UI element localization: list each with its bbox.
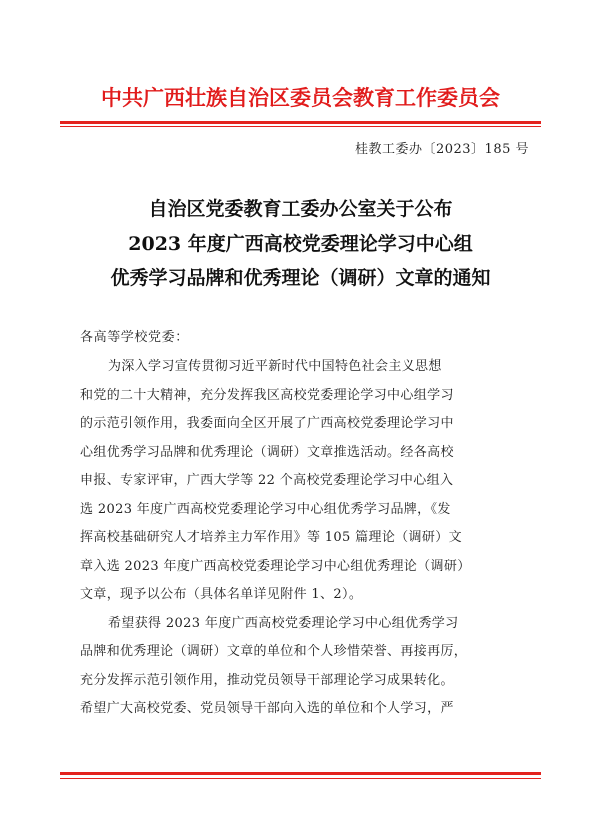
paragraph-2-line: 希望获得 2023 年度广西高校党委理论学习中心组优秀学习 bbox=[108, 616, 459, 631]
paragraph-2-line: 希望广大高校党委、党员领导干部向入选的单位和个人学习，严 bbox=[80, 701, 454, 716]
footer-rule-thin bbox=[60, 778, 541, 779]
paragraph-2-line: 充分发挥示范引领作用，推动党员领导干部理论学习成果转化。 bbox=[80, 673, 454, 688]
document-title-line-1: 自治区党委教育工委办公室关于公布 bbox=[148, 198, 453, 220]
paragraph-1-line: 章入选 2023 年度广西高校党委理论学习中心组优秀理论（调研） bbox=[80, 559, 471, 574]
paragraph-1-line: 选 2023 年度广西高校党委理论学习中心组优秀学习品牌，《发 bbox=[80, 502, 451, 517]
paragraph-1-line: 挥高校基础研究人才培养主力军作用》等 105 篇理论（调研）文 bbox=[80, 530, 462, 545]
paragraph-1-line: 申报、专家评审，广西大学等 22 个高校党委理论学习中心组入 bbox=[80, 473, 454, 488]
paragraph-1-line: 文章，现予以公布（具体名单详见附件 1、2）。 bbox=[80, 587, 363, 602]
paragraph-1-line: 心组优秀学习品牌和优秀理论（调研）文章推选活动。经各高校 bbox=[80, 445, 454, 460]
document-title-line-2: 2023 年度广西高校党委理论学习中心组 bbox=[128, 233, 473, 255]
letterhead-rule-thin bbox=[60, 126, 541, 127]
document-number: 桂教工委办〔2023〕185 号 bbox=[354, 142, 529, 157]
paragraph-1-line: 为深入学习宣传贯彻习近平新时代中国特色社会主义思想 bbox=[108, 359, 442, 374]
paragraph-2-line: 品牌和优秀理论（调研）文章的单位和个人珍惜荣誉、再接再厉， bbox=[80, 644, 468, 659]
document-title-line-3: 优秀学习品牌和优秀理论（调研）文章的通知 bbox=[110, 267, 491, 289]
salutation: 各高等学校党委： bbox=[80, 330, 189, 345]
letterhead-title: 中共广西壮族自治区委员会教育工作委员会 bbox=[101, 85, 500, 110]
footer-rule-thick bbox=[60, 772, 541, 775]
paragraph-1-line: 的示范引领作用，我委面向全区开展了广西高校党委理论学习中 bbox=[80, 416, 454, 431]
letterhead-rule-thick bbox=[60, 121, 541, 124]
paragraph-1-line: 和党的二十大精神，充分发挥我区高校党委理论学习中心组学习 bbox=[80, 388, 454, 403]
